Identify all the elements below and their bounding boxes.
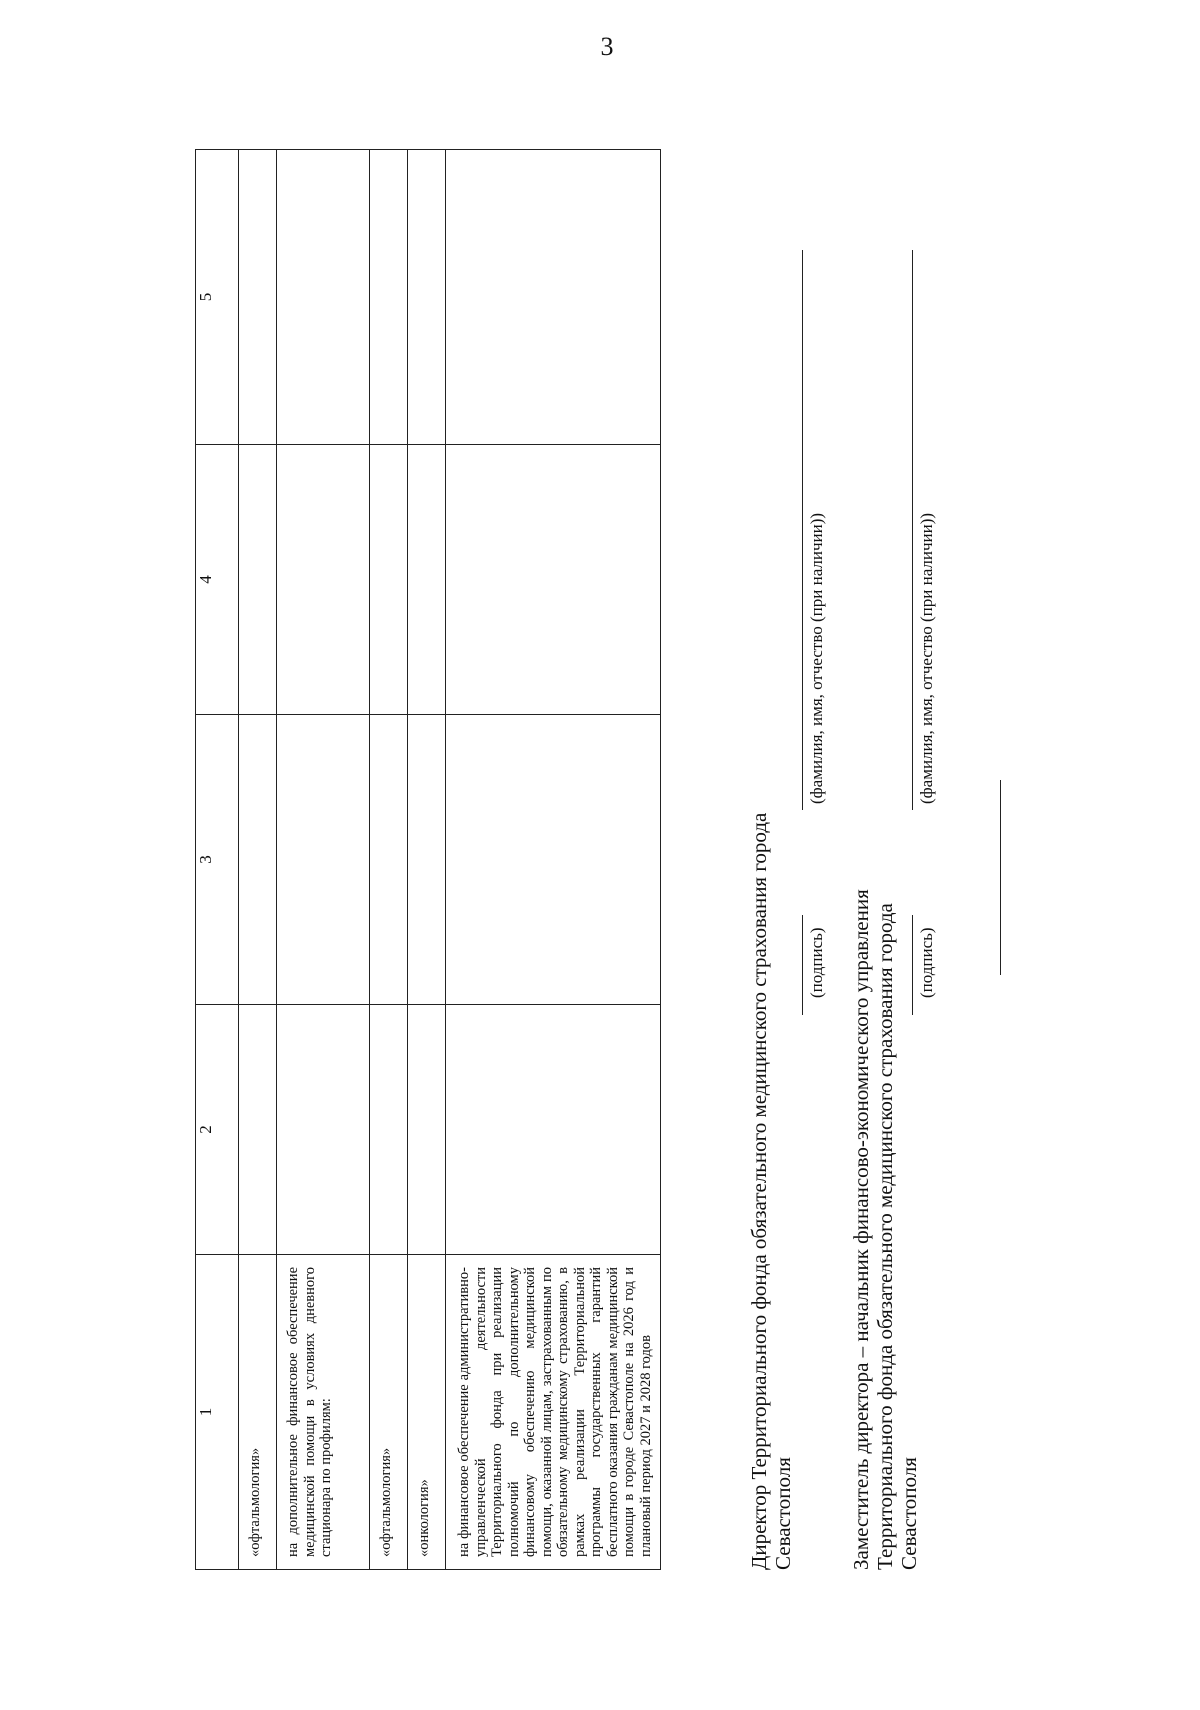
empty-cell — [277, 1005, 370, 1255]
row-label-cell — [277, 1255, 370, 1570]
header-cell: 5 — [196, 150, 239, 445]
empty-cell — [446, 1005, 661, 1255]
empty-cell — [370, 445, 408, 715]
table-row — [408, 150, 446, 1570]
empty-cell — [239, 1005, 277, 1255]
empty-cell — [277, 150, 370, 445]
empty-cell — [408, 715, 446, 1005]
header-cell: 4 — [196, 445, 239, 715]
empty-cell — [370, 715, 408, 1005]
signature-caption: (подпись) — [807, 927, 826, 998]
table-row — [277, 150, 370, 1570]
row-label: на финансовое обеспечение административно-управленческой деятельности Территориального фонда при реализации полномочий по дополнительному финансовому обеспечению медицинской помощи, оказанной лицам, застрахованным по обязательному медицинскому страхованию, в рамках реализации Территориальной программы государственных гарантий бесплатного оказания гражданам медицинской помощи в городе Севастополе на 2026 год и плановый период 2027 и 2028 годов — [456, 1267, 654, 1557]
row-label-cell — [239, 1255, 277, 1570]
row-label-cell — [408, 1255, 446, 1570]
signature-line — [912, 915, 913, 1015]
empty-cell — [277, 445, 370, 715]
empty-cell — [446, 715, 661, 1005]
empty-cell — [370, 1005, 408, 1255]
signature-caption: (подпись) — [917, 927, 936, 998]
table-row — [239, 150, 277, 1570]
row-label: на дополнительное финансовое обеспечение медицинской помощи в условиях дневного стационара по профилям: — [285, 1267, 334, 1557]
signatory-title: Заместитель директора – начальник финансово-экономического управления Территориального фонда обязательного медицинского страхования города Севастополя — [849, 889, 921, 1570]
name-caption: (фамилия, имя, отчество (при наличии)) — [917, 512, 936, 804]
signatory-title: Директор Территориального фонда обязательного медицинского страхования города Севастополя — [747, 812, 795, 1570]
table-row — [370, 150, 408, 1570]
row-label: «онкология» — [416, 1479, 432, 1557]
empty-cell — [370, 150, 408, 445]
row-label-cell — [370, 1255, 408, 1570]
header-cell: 2 — [196, 1005, 239, 1255]
empty-cell — [408, 445, 446, 715]
empty-cell — [239, 150, 277, 445]
name-caption: (фамилия, имя, отчество (при наличии)) — [807, 512, 826, 804]
table-header-row — [196, 150, 239, 1570]
landscape-content — [195, 150, 1025, 1570]
empty-cell — [446, 150, 661, 445]
page-number: 3 — [600, 32, 614, 61]
empty-cell — [239, 715, 277, 1005]
name-line — [912, 250, 913, 810]
header-cell: 3 — [196, 715, 239, 1005]
signature-line — [802, 915, 803, 1015]
empty-cell — [408, 150, 446, 445]
empty-cell — [446, 445, 661, 715]
row-label: «офтальмология» — [247, 1447, 263, 1557]
end-of-document-line — [1000, 780, 1001, 975]
empty-cell — [277, 715, 370, 1005]
table-row — [446, 150, 661, 1570]
name-line — [802, 250, 803, 810]
data-table — [195, 149, 661, 1570]
empty-cell — [239, 445, 277, 715]
row-label-cell — [446, 1255, 661, 1570]
row-label: «офтальмология» — [378, 1447, 394, 1557]
header-cell: 1 — [196, 1255, 239, 1570]
empty-cell — [408, 1005, 446, 1255]
